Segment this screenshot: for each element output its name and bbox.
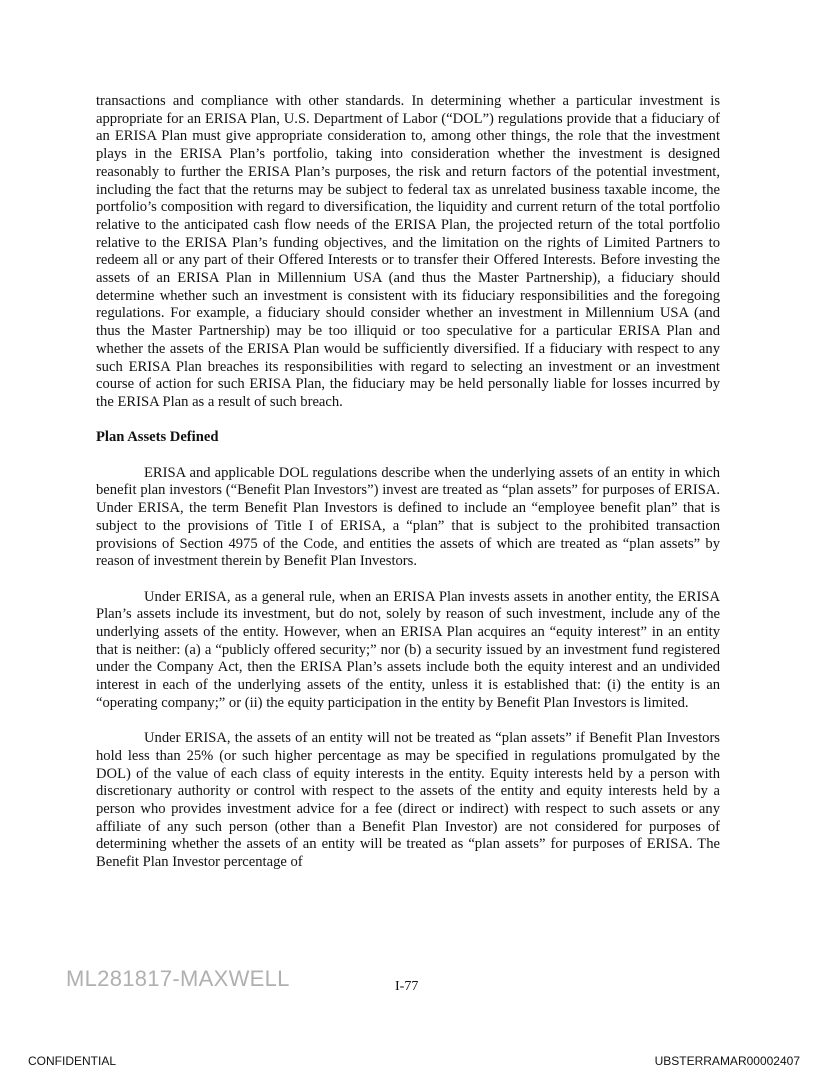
page-body	[96, 93, 720, 872]
bates-watermark: ML281817-MAXWELL	[66, 966, 290, 991]
page-number: I-77	[395, 979, 419, 994]
paragraph-equity-interest-rule: Under ERISA, as a general rule, when an ERISA Plan invests assets in another entity, the ERISA Plan’s assets include its investment, but do not, solely by reason of such investment, include any of the underlying assets of the entity. However, when an ERISA Plan acquires an “equity interest” in an entity that is neither: (a) a “publicly offered security;” nor (b) a security issued by an investment fund registered under the Company Act, then the ERISA Plan’s assets include both the equity interest and an undivided interest in each of the underlying assets of the entity, unless it is established that: (i) the entity is an “operating company;” or (ii) the equity participation in the entity by Benefit Plan Investors is limited.	[96, 588, 720, 711]
paragraph-twenty-five-percent-test: Under ERISA, the assets of an entity will not be treated as “plan assets” if Benefit Plan Investors hold less than 25% (or such higher percentage as may be specified in regulations promulgated by the DOL) of the value of each class of equity interests in the entity. Equity interests held by a person with discretionary authority or control with respect to the assets of the entity and equity interests held by a person who provides investment advice for a fee (direct or indirect) with respect to such assets or any affiliate of any such person (other than a Benefit Plan Investor) are not considered for purposes of determining whether the assets of an entity will be treated as “plan assets” for purposes of ERISA. The Benefit Plan Investor percentage of	[96, 730, 720, 871]
paragraph-plan-assets-definition: ERISA and applicable DOL regulations describe when the underlying assets of an entity in which benefit plan investors (“Benefit Plan Investors”) invest are treated as “plan assets” for purposes of ERISA. Under ERISA, the term Benefit Plan Investors is defined to include an “employee benefit plan” that is subject to the provisions of Title I of ERISA, a “plan” that is subject to the prohibited transaction provisions of Section 4975 of the Code, and entities the assets of which are treated as “plan assets” by reason of investment therein by Benefit Plan Investors.	[96, 464, 720, 570]
section-heading-plan-assets: Plan Assets Defined	[96, 429, 219, 446]
confidential-label: CONFIDENTIAL	[28, 1054, 117, 1068]
control-number: UBSTERRAMAR00002407	[654, 1054, 800, 1068]
paragraph-erisa-fiduciary: transactions and compliance with other standards. In determining whether a particular investment is appropriate for an ERISA Plan, U.S. Department of Labor (“DOL”) regulations provide that a fiduciary of an ERISA Plan must give appropriate consideration to, among other things, the role that the investment plays in the ERISA Plan’s portfolio, taking into consideration whether the investment is designed reasonably to further the ERISA Plan’s purposes, the risk and return factors of the potential investment, including the fact that the returns may be subject to federal tax as unrelated business taxable income, the portfolio’s composition with regard to diversification, the liquidity and current return of the total portfolio relative to the anticipated cash flow needs of the ERISA Plan, the projected return of the total portfolio relative to the ERISA Plan’s funding objectives, and the limitation on the rights of Limited Partners to redeem all or any part of their Offered Interests or to transfer their Offered Interests. Before investing the assets of an ERISA Plan in Millennium USA (and thus the Master Partnership), a fiduciary should determine whether such an investment is consistent with its fiduciary responsibilities and the foregoing regulations. For example, a fiduciary should consider whether an investment in Millennium USA (and thus the Master Partnership) may be too illiquid or too speculative for a particular ERISA Plan and whether the assets of the ERISA Plan would be sufficiently diversified. If a fiduciary with respect to any such ERISA Plan breaches its responsibilities with regard to selecting an investment or an investment course of action for such ERISA Plan, the fiduciary may be held personally liable for losses incurred by the ERISA Plan as a result of such breach.	[96, 93, 720, 410]
